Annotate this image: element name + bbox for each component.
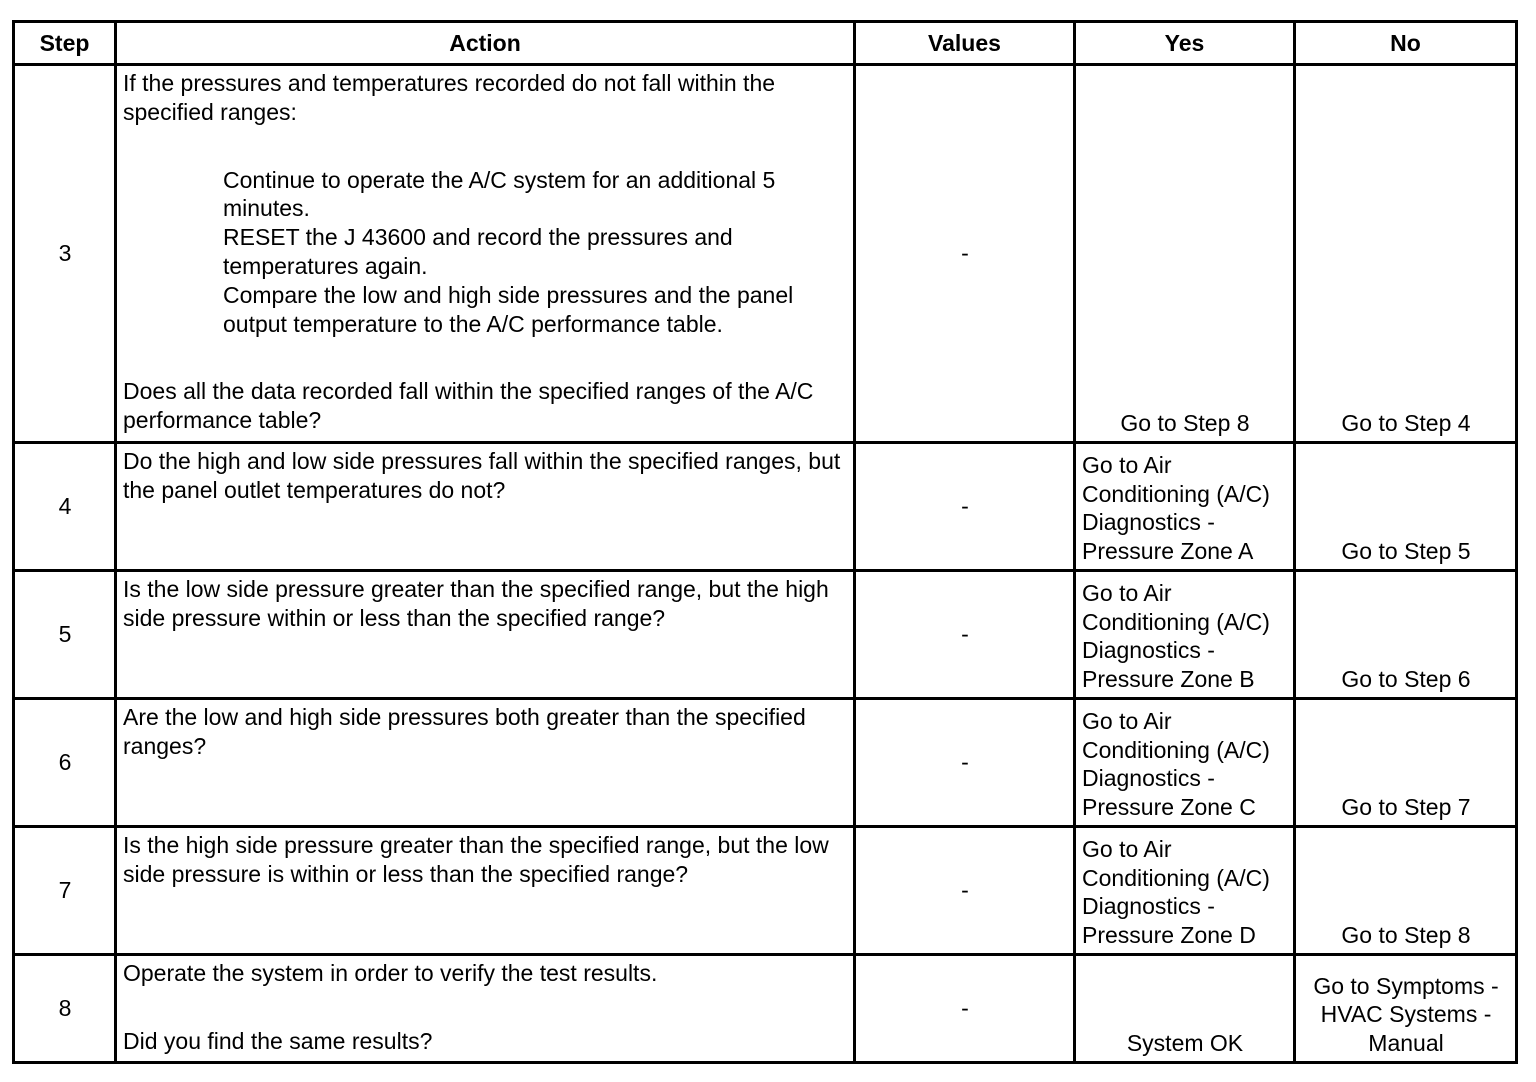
action-cell: Is the low side pressure greater than the specified range, but the high side pressure within or less than the specified range? <box>116 571 855 699</box>
action-question: Did you find the same results? <box>123 1027 433 1054</box>
step-number: 6 <box>14 699 116 827</box>
values-cell: - <box>855 699 1075 827</box>
action-substep: RESET the J 43600 and record the pressures and temperatures again. <box>223 224 733 279</box>
action-substep: Continue to operate the A/C system for an additional 5 minutes. <box>223 166 776 222</box>
no-cell: Go to Step 5 <box>1295 443 1517 571</box>
action-cell: Is the high side pressure greater than the specified range, but the low side pressure is within or less than the specified range? <box>116 827 855 955</box>
no-cell: Go to Step 4 <box>1295 65 1517 443</box>
table-row-step-6 <box>14 699 1517 827</box>
step-number: 4 <box>14 443 116 571</box>
yes-cell: Go to Air Conditioning (A/C) Diagnostics - Pressure Zone B <box>1075 571 1295 699</box>
step-number: 5 <box>14 571 116 699</box>
header-action: Action <box>116 22 855 65</box>
header-values: Values <box>855 22 1075 65</box>
header-yes: Yes <box>1075 22 1295 65</box>
diagnostic-table <box>12 20 1518 1064</box>
values-cell: - <box>855 443 1075 571</box>
yes-cell: Go to Air Conditioning (A/C) Diagnostics - Pressure Zone A <box>1075 443 1295 571</box>
yes-cell: Go to Air Conditioning (A/C) Diagnostics - Pressure Zone D <box>1075 827 1295 955</box>
action-question: Does all the data recorded fall within the specified ranges of the A/C performance table? <box>123 378 814 434</box>
action-instruction: Operate the system in order to verify the test results. <box>123 960 658 986</box>
table-row-step-4 <box>14 443 1517 571</box>
action-substep: Compare the low and high side pressures and the panel output temperature to the A/C performance table. <box>223 281 794 337</box>
action-cell <box>116 65 855 443</box>
yes-cell: Go to Step 8 <box>1075 65 1295 443</box>
values-cell: - <box>855 571 1075 699</box>
table-row-step-5 <box>14 571 1517 699</box>
step-number: 3 <box>14 65 116 443</box>
header-row <box>14 22 1517 65</box>
action-cell: Do the high and low side pressures fall within the specified ranges, but the panel outlet temperatures do not? <box>116 443 855 571</box>
no-cell: Go to Symptoms - HVAC Systems - Manual <box>1295 955 1517 1063</box>
table-row-step-7 <box>14 827 1517 955</box>
values-cell: - <box>855 955 1075 1063</box>
table-row-step-3 <box>14 65 1517 443</box>
table-row-step-8 <box>14 955 1517 1063</box>
values-cell: - <box>855 65 1075 443</box>
action-cell: Are the low and high side pressures both greater than the specified ranges? <box>116 699 855 827</box>
header-step: Step <box>14 22 116 65</box>
action-cell <box>116 955 855 1063</box>
no-cell: Go to Step 8 <box>1295 827 1517 955</box>
step-number: 8 <box>14 955 116 1063</box>
step-number: 7 <box>14 827 116 955</box>
no-cell: Go to Step 7 <box>1295 699 1517 827</box>
values-cell: - <box>855 827 1075 955</box>
no-cell: Go to Step 6 <box>1295 571 1517 699</box>
action-intro: If the pressures and temperatures recorded do not fall within the specified ranges: <box>123 70 776 125</box>
header-no: No <box>1295 22 1517 65</box>
yes-cell: Go to Air Conditioning (A/C) Diagnostics - Pressure Zone C <box>1075 699 1295 827</box>
yes-cell: System OK <box>1075 955 1295 1063</box>
